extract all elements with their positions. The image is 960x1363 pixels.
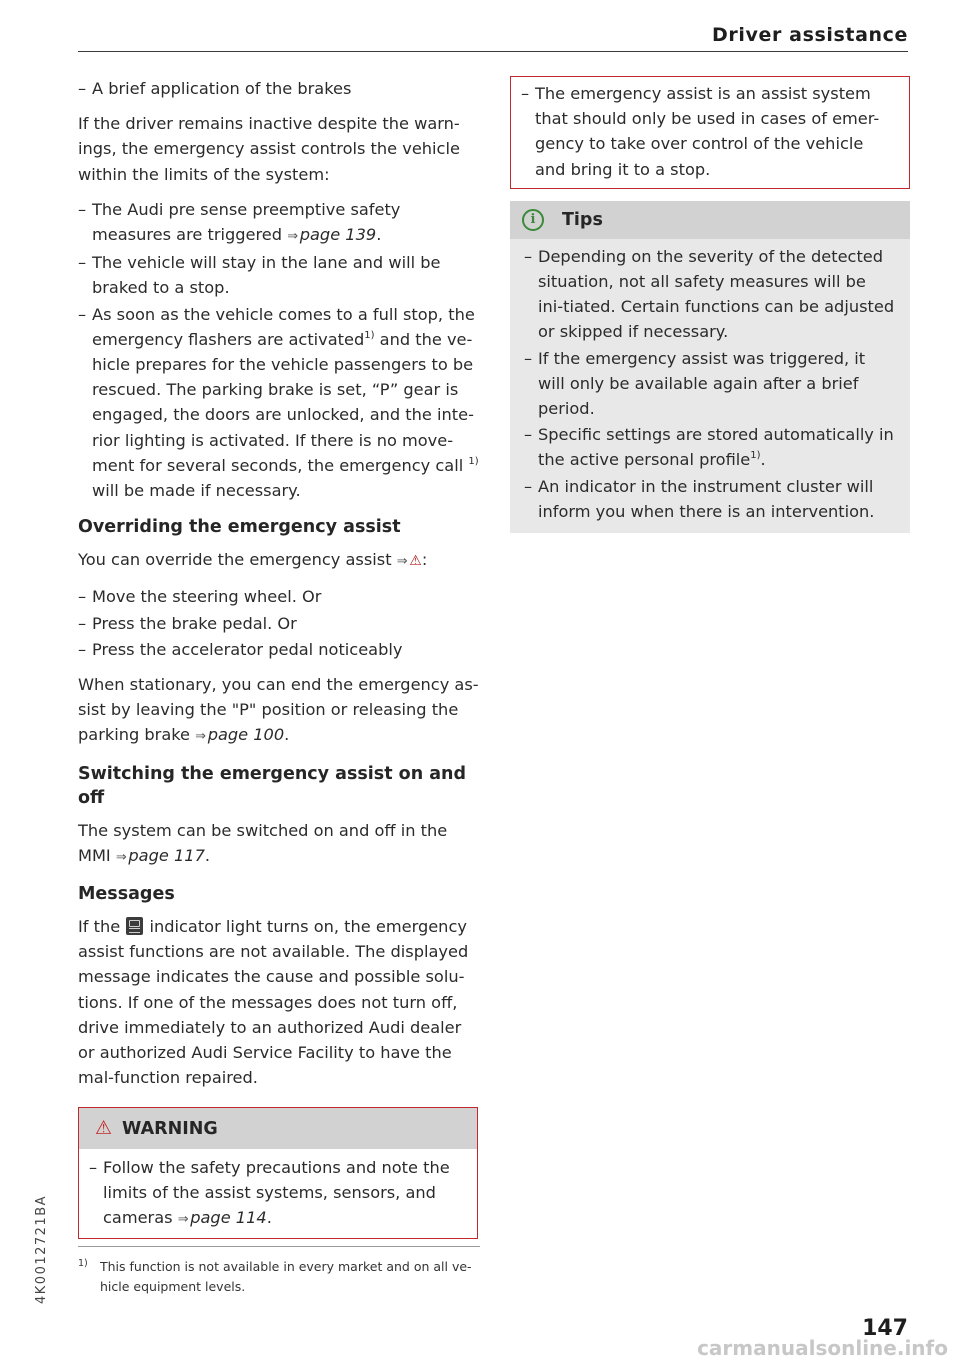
arrow-icon: ⇒ xyxy=(115,849,127,865)
heading-overriding: Overriding the emergency assist xyxy=(78,517,401,538)
footnote-text: This function is not available in every market and on all ve-hicle equipment levels. xyxy=(100,1259,472,1294)
arrow-icon: ⇒ xyxy=(195,729,207,745)
footnote-mark: 1) xyxy=(78,1258,88,1269)
document-code: 4K0012721BA xyxy=(34,1194,49,1304)
running-header: Driver assistance xyxy=(712,24,908,46)
watermark: carmanualsonline.info xyxy=(697,1336,948,1360)
paragraph-override-intro: You can override the emergency assist ⇒ ⚠: xyxy=(78,550,428,570)
warning-triangle-icon: ⚠ xyxy=(95,1116,113,1139)
list-item: – A brief application of the brakes xyxy=(78,76,480,101)
footnote-ref: 1) xyxy=(468,455,479,467)
intro-list xyxy=(78,76,480,101)
arrow-icon: ⇒ xyxy=(396,554,408,570)
paragraph-messages: If the indicator light turns on, the emergency assist functions are not available. The displayed message indicates the cause and possible solu-tions. If one of the messages does not turn off, drive immediately to an authorized Audi dealer or authorized Audi Service Facility to have the mal-function repaired. xyxy=(78,917,469,1088)
page-ref-link[interactable]: page 117 xyxy=(128,845,205,865)
list-item: – Follow the safety precautions and note the limits of the assist systems, sensors, and cameras ⇒ page 114. xyxy=(89,1155,461,1233)
page-ref-link[interactable]: page 100 xyxy=(207,725,285,745)
paragraph-switching: The system can be switched on and off in the MMI ⇒ page 117. xyxy=(78,820,448,865)
heading-messages: Messages xyxy=(78,884,175,905)
left-column xyxy=(78,76,480,1239)
heading-switching: Switching the emergency assist on and off xyxy=(78,763,467,808)
override-list xyxy=(78,584,480,662)
tips-box xyxy=(510,201,910,533)
footnote-rule xyxy=(78,1246,480,1247)
tips-header: i Tips xyxy=(510,201,910,239)
warning-body xyxy=(79,1149,477,1239)
paragraph-inactive-driver: If the driver remains inactive despite the warn-ings, the emergency assist controls the vehicle within the limits of the system: xyxy=(78,114,460,184)
warning-header: ⚠ WARNING xyxy=(79,1108,477,1149)
header-rule xyxy=(78,51,908,52)
warning-triangle-icon: ⚠ xyxy=(409,553,422,570)
list-item: – Specific settings are stored automatically in the active personal profile$^{1)}$. xyxy=(524,422,896,472)
list-item: – Press the brake pedal. Or xyxy=(78,611,480,636)
paragraph-stationary: When stationary, you can end the emergency as-sist by leaving the "P" position or releasing the parking brake ⇒ page 100. xyxy=(78,675,479,745)
info-icon: i xyxy=(522,209,544,231)
footnote xyxy=(78,1257,480,1297)
page-ref-link[interactable]: page 114 xyxy=(190,1207,267,1227)
footnote-ref: 1) xyxy=(364,329,375,341)
arrow-icon: ⇒ xyxy=(177,1211,189,1227)
list-item: – The vehicle will stay in the lane and will be braked to a stop. xyxy=(78,250,480,300)
list-item: – The Audi pre sense preemptive safety measures are triggered ⇒ page 139. xyxy=(78,197,480,249)
arrow-icon: ⇒ xyxy=(287,229,299,245)
list-item: – Move the steering wheel. Or xyxy=(78,584,480,609)
list-item: – If the emergency assist was triggered, it will only be available again after a brief period. xyxy=(524,346,896,422)
right-column xyxy=(510,76,910,533)
list-item: – An indicator in the instrument cluster will inform you when there is an intervention. xyxy=(524,474,896,524)
list-item: – As soon as the vehicle comes to a full stop, the emergency flashers are activated$^{1)}$ and the ve-hicle prepares for the vehicle passengers to be rescued. The parking brake is set, “P” gear is engaged, the doors are unlocked, and the inte-rior lighting is activated. If there is no move-ment for several seconds, the emergency call $^{1)}$ will be made if necessary. xyxy=(78,302,480,504)
footnote-ref: 1) xyxy=(750,450,761,462)
page-number: 147 xyxy=(862,1316,908,1341)
list-item: – Depending on the severity of the detected situation, not all safety measures will be ini-tiated. Certain functions can be adjusted or skipped if necessary. xyxy=(524,244,896,345)
emergency-assist-indicator-icon xyxy=(126,917,143,935)
note-box xyxy=(510,76,910,189)
list-item: – The emergency assist is an assist system that should only be used in cases of emer-gency to take over control of the vehicle and bring it to a stop. xyxy=(521,81,895,182)
system-actions-list xyxy=(78,197,480,503)
list-item: – Press the accelerator pedal noticeably xyxy=(78,637,480,662)
tips-body xyxy=(510,239,910,533)
page-ref-link[interactable]: page 139 xyxy=(299,225,377,245)
warning-box xyxy=(78,1107,478,1240)
